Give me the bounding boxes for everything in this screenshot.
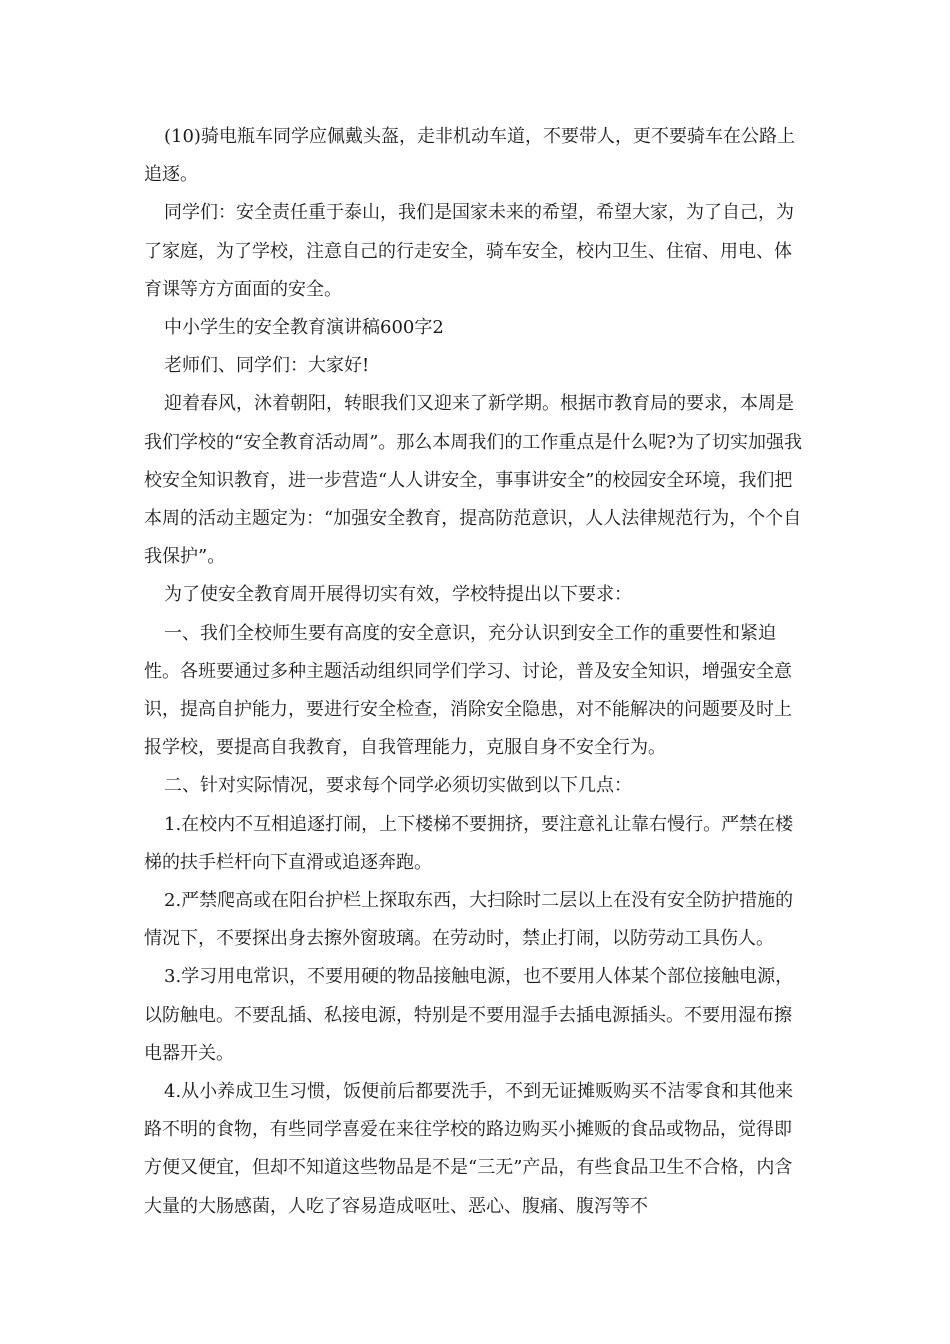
paragraph-requirement-two: 二、针对实际情况，要求每个同学必须切实做到以下几点： xyxy=(164,775,632,797)
paragraph-intro: 迎着春风，沐着朝阳，转眼我们又迎来了新学期。根据市教育局的要求，本周是我们学校的“安全教育活动周”。那么本周我们的工作重点是什么呢?为了切实加强我校安全知识教育，进一步营造“人人讲安全，事事讲安全”的校园安全环境，我们把本周的活动主题定为：“加强安全教育，提高防范意识，人人法律规范行为，个个自我保护”。 xyxy=(144,393,803,568)
paragraph-requirement-one: 一、我们全校师生要有高度的安全意识，充分认识到安全工作的重要性和紧迫性。各班要通过多种主题活动组织同学们学习、讨论，普及安全知识，增强安全意识，提高自护能力，要进行安全检查，消除安全隐患，对不能解决的问题要及时上报学校，要提高自我教育，自我管理能力，克服自身不安全行为。 xyxy=(144,622,792,759)
speech-greeting: 老师们、同学们：大家好! xyxy=(164,355,370,377)
document-body xyxy=(144,118,808,1226)
speech-title: 中小学生的安全教育演讲稿600字2 xyxy=(164,317,444,339)
list-item-2: 2.严禁爬高或在阳台护栏上探取东西，大扫除时二层以上在没有安全防护措施的情况下，不要探出身去擦外窗玻璃。在劳动时，禁止打闹，以防劳动工具伤人。 xyxy=(144,890,794,950)
paragraph-safety-appeal: 同学们：安全责任重于泰山，我们是国家未来的希望，希望大家，为了自己，为了家庭，为了学校，注意自己的行走安全，骑车安全，校内卫生、住宿、用电、体育课等方方面面的安全。 xyxy=(144,202,794,300)
paragraph-rule-10: (10)骑电瓶车同学应佩戴头盔，走非机动车道，不要带人，更不要骑车在公路上追逐。 xyxy=(144,126,795,186)
list-item-1: 1.在校内不互相追逐打闹，上下楼梯不要拥挤，要注意礼让靠右慢行。严禁在楼梯的扶手栏杆向下直滑或追逐奔跑。 xyxy=(144,813,794,873)
paragraph-requirements-lead: 为了使安全教育周开展得切实有效，学校特提出以下要求： xyxy=(164,584,632,606)
list-item-4: 4.从小养成卫生习惯，饭便前后都要洗手，不到无证摊贩购买不洁零食和其他来路不明的食物，有些同学喜爱在来往学校的路边购买小摊贩的食品或物品，觉得即方便又便宜，但却不知道这些物品是不是“三无”产品，有些食品卫生不合格，内含大量的大肠感菌，人吃了容易造成呕吐、恶心、腹痛、腹泻等不 xyxy=(144,1081,794,1217)
list-item-3: 3.学习用电常识，不要用硬的物品接触电源，也不要用人体某个部位接触电源，以防触电。不要乱插、私接电源，特别是不要用湿手去插电源插头。不要用湿布擦电器开关。 xyxy=(144,966,794,1064)
